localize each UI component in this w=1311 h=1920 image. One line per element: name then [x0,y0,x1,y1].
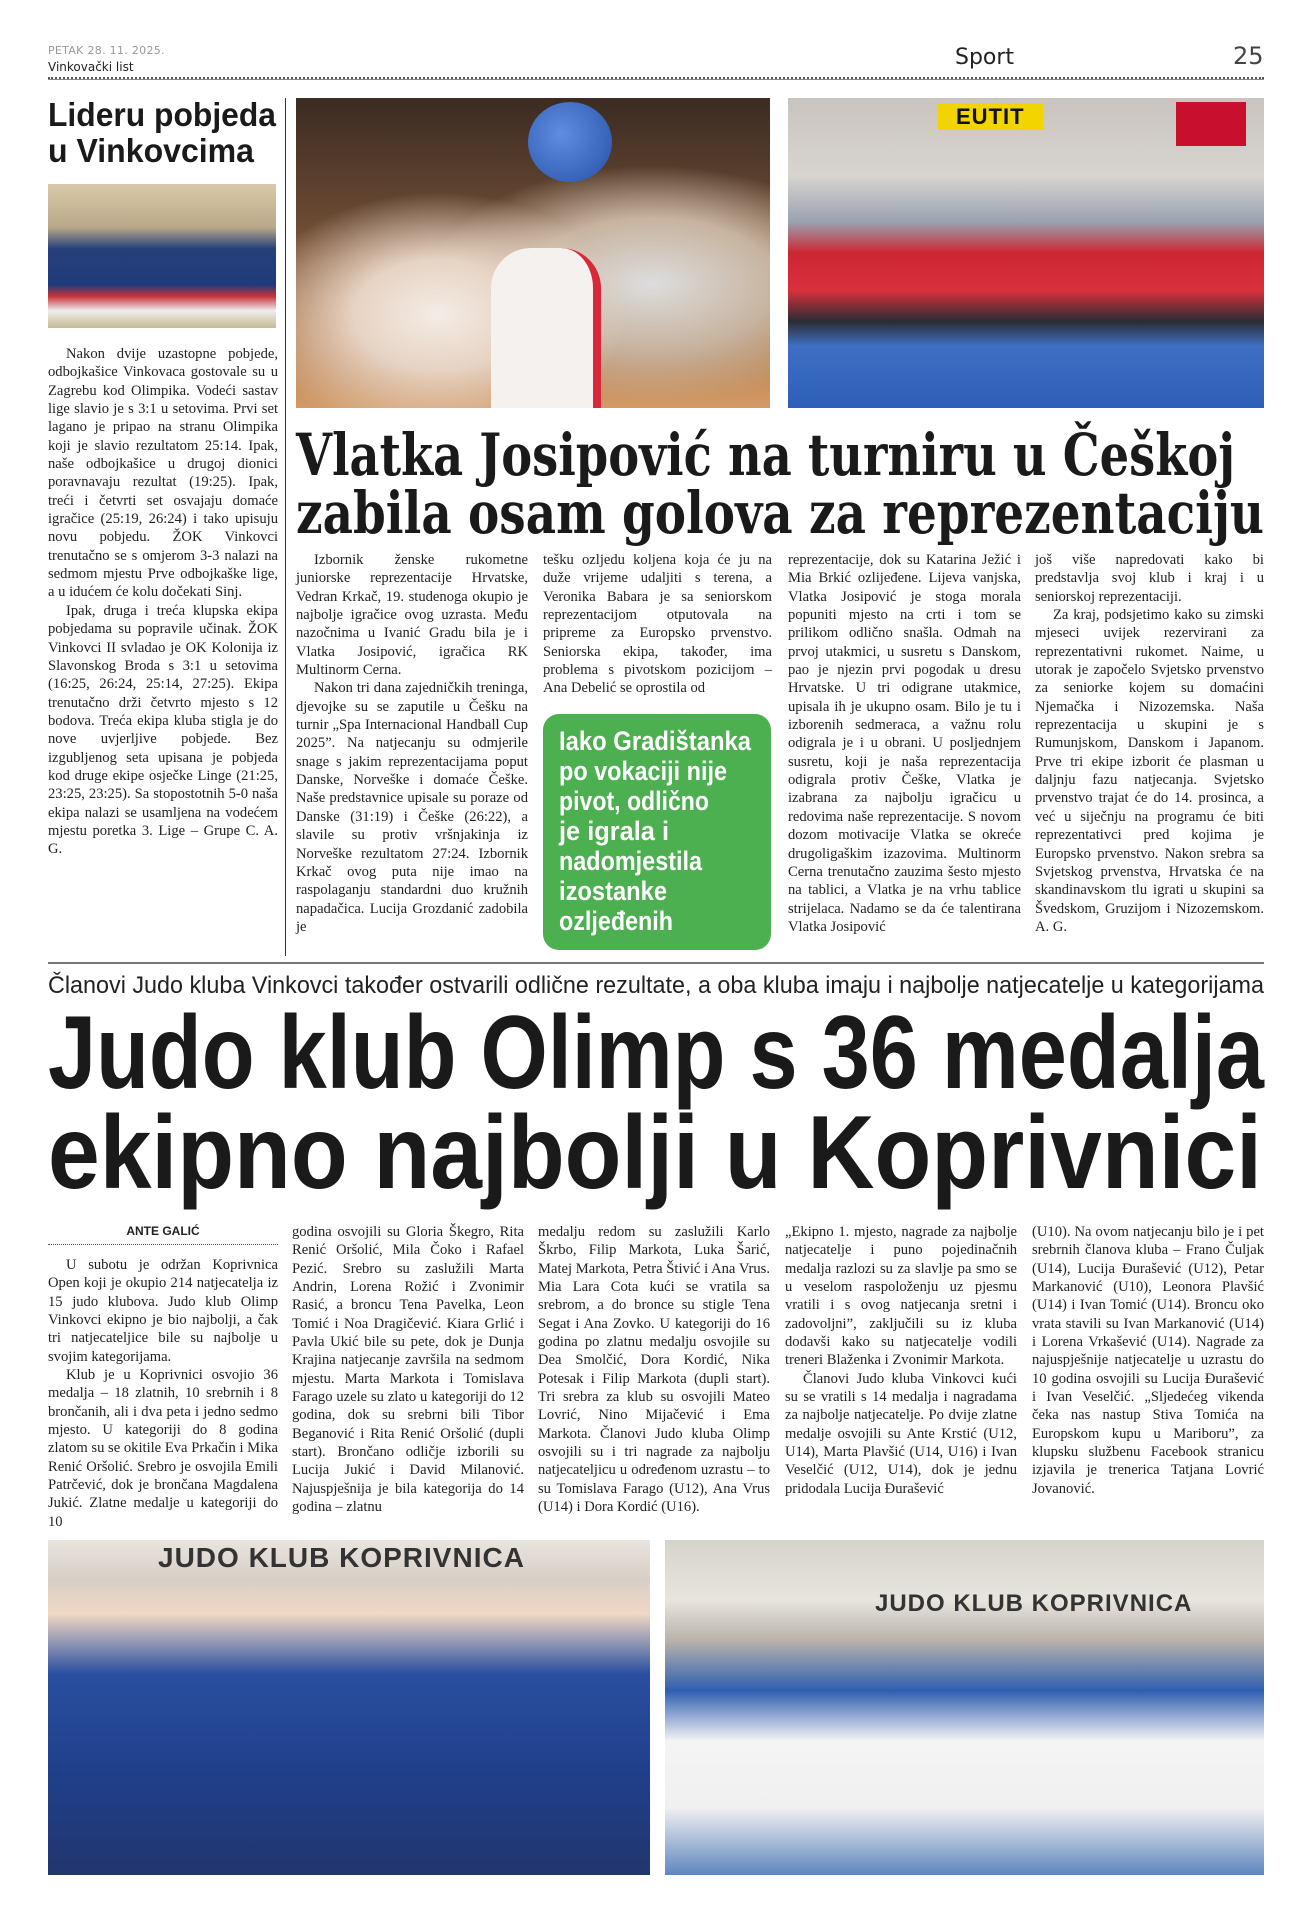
issue-date: PETAK 28. 11. 2025. [48,44,165,57]
judo-column-3 [538,1223,770,1528]
handball-column-4 [1035,551,1264,957]
paragraph: reprezentacije, dok su Katarina Ježić i Mia Brkić ozlijeđene. Lijeva vanjska, Vlatka Josipović je stoga morala popuniti mjesto na crti i tom se prilikom odlično snašla. Odmah na prvoj utakmici, u susretu s Danskom, pao je njezin prvi pogodak u dresu Hrvatske. U tri odigrane utakmice, upisala ih je ukupno osam. Bilo je tu i izborenih sedmeraca, a važnu rolu odigrala je i u obrani. U posljednjem susretu, koji je naša reprezentacija odigrala protiv Češke, Vlatka je izabrana za najbolju igračicu u redovima naše reprezentacije. S novom dozom motivacije Vlatka se okreće drugoligaškim izazovima. Multinorm Cerna trenutačno zauzima šesto mjesto na tablici, a Vlatka je na vrhu tablice strijelaca. Nadamo se da će talentirana Vlatka Josipović [788,552,1021,935]
photo-banner-text: JUDO KLUB KOPRIVNICA [158,1542,525,1573]
paragraph: još više napredovati kako bi predstavlja svoj klub i kraj i u seniorskoj reprezentaciji. [1035,552,1264,605]
section-divider [48,962,1264,964]
paragraph: (U10). Na ovom natjecanju bilo je i pet srebrnih članova kluba – Frano Čuljak (U14), Lucija Đurašević (U12), Petar Markanović (U10), Leonora Plavšić (U14) i Ivan Tomić (U14). Broncu oko vrata stavili su Ivan Markanović (U14) i Lorena Vrkašević (U14). Nagrade za najuspješnije natjecatelje u uzrastu do 10 godina osvojili su Lucija Đurašević i Ivan Veselčić. „Sljedećeg vikenda čeka nas nastup Stiva Tomića na Europskom kupu u Mariboru”, za klupsku službenu Facebook stranicu izjavila je trenerica Tatjana Lovrić Jovanović. [1032,1224,1264,1497]
pull-quote [543,714,771,950]
handball-team-photo [788,98,1264,408]
paragraph: godina osvojili su Gloria Škegro, Rita Renić Oršolić, Mila Čoko i Rafael Pezić. Srebro su zaslužili Marta Andrin, Lorena Rožić i Zvonimir Rasić, a broncu Tena Pavelka, Leon Tomić i Noa Dragičević. Kiara Grlić i Pavla Ukić bile su pete, dok je Dunja Krajina natjecanje završila na sedmom mjestu. Marta Markota i Tomislava Farago uzele su zlato u kategoriji do 12 godina, dok su srebrni bili Tibor Beganović i Rita Renić Oršolić (dupli start). Brončano odličje izborili su Lucija Jukić i David Milanović. Najuspješnija je bila kategorija do 14 godina – zlatnu [292,1224,524,1516]
pull-quote-box [543,714,771,950]
headline-line: ekipno najbolji u Koprivnici [48,1095,1262,1211]
paragraph: Za kraj, podsjetimo kako su zimski mjeseci uvijek rezervirani za reprezentativni rukomet. Naime, u utorak je započelo Svjetsko prvenstvo za seniorke kojem su domaćini Njemačka i Nizozemska. Naša reprezentacija u skupini je s Rumunjskom, Danskom i Japanom. Prve tri ekipe izborit će plasman u daljnju fazu natjecanja. Svjetsko prvenstvo trajat će do 14. prosinca, a već u siječnju na programu će biti reprezentativci pred kojima je Europsko prvenstvo. Nakon srebra sa Svjetskog prvenstva, Hrvatska će na skandinavskom tlu igrati u skupini sa Švedskom, Gruzijom i Nizozemskom. A. G. [1035,607,1264,935]
title-line: Lideru pobjeda [48,96,277,133]
flag [1176,102,1246,146]
judo-column-2 [292,1223,524,1528]
judo-kicker: Članovi Judo kluba Vinkovci također ostvarili odlične rezultate, a oba kluba imaju i najbolje natjecatelje u kategorijama [48,972,1298,999]
pull-quote-line: izostanke [559,876,667,906]
handball-player-photo [296,98,770,408]
handball-ball [528,102,612,182]
paragraph: „Ekipno 1. mjesto, nagrade za najbolje natjecatelje i puno pojedinačnih medalja razlozi su za slavlje pa smo se u veselom raspoloženju uz pjesmu vratili i s ovog natjecanja sretni i zadovoljni”, zaključili su iz kluba dodavši kako su natjecatelje vodili treneri Blaženka i Zvonimir Markota. [785,1224,1017,1369]
photo-banner-text: EUTIT [938,104,1043,130]
volleyball-article-body [48,345,278,957]
judo-column-1 [48,1256,278,1528]
judo-olimp-photo [48,1540,650,1875]
pull-quote-line: pivot, odlično [559,786,709,816]
header-rule [48,77,1264,80]
title-line: u Vinkovcima [48,132,255,169]
judo-column-5 [1032,1223,1264,1528]
judo-column-4 [785,1223,1017,1528]
handball-column-2 [543,551,772,701]
column-divider [285,98,286,956]
paragraph: Izbornik ženske rukometne juniorske reprezentacije Hrvatske, Vedran Krkač, 19. studenoga okupio je najbolje igračice ovog uzrasta. Među nazočnima u Ivanić Gradu bila je i Vlatka Josipović, igračica RK Multinorm Cerna. [296,552,528,679]
pull-quote-line: ozljeđenih [559,906,673,936]
newspaper-name: Vinkovački list [48,60,134,74]
judo-heading [48,966,1298,1212]
handball-headline [296,418,1266,548]
player-jersey [491,248,601,408]
paragraph: Ipak, druga i treća klupska ekipa pobjedama su popravile učinak. ŽOK Vinkovci II svladao je OK Kolonija iz Slavonskog Broda s 3:1 u setovima (16:25, 26:24, 25:14, 27:25). Ekipa trenutačno drži četvrto mjesto s 12 bodova. Treća ekipa kluba stigla je do nove uvjerljive pobjede. Bez izgubljenog seta upisana je pobjeda kod druge ekipe osječke Linge (21:25, 23:25, 23:25). Sa stopostotnih 5-0 naša ekipa nalazi se usamljena na vodećem mjestu poretka 3. Lige – Grupe C. A. G. [48,602,278,858]
pull-quote-line: je igrala i [558,816,669,846]
handball-column-1 [296,551,528,957]
paragraph: tešku ozljedu koljena koja će ju na duže vrijeme udaljiti s terena, a Veronika Babara je sa seniorskom reprezentacijom otputovala na pripreme za Europsko prvenstvo. Seniorska ekipa, također, ima problema s pivotskom pozicijom – Ana Debelić se oprostila od [543,552,772,697]
paragraph: Klub je u Koprivnici osvojio 36 medalja – 18 zlatnih, 10 srebrnih i 8 brončanih, ali i dva peta i jedno sedmo mjesto. U kategoriji do 8 godina zlatom su se okitile Eva Prkačin i Mika Renić Oršolić. Srebro je osvojila Emili Patrčević, dok je brončana Magdalena Jukić. Zlatne medalje u kategoriji do 10 [48,1367,278,1530]
judo-vinkovci-photo [665,1540,1264,1875]
volleyball-team-photo [48,184,276,328]
pull-quote-line: po vokaciji nije [559,756,727,786]
paragraph: U subotu je održan Koprivnica Open koji je okupio 214 natjecatelja iz 15 judo klubova. Judo klub Olimp Vinkovci ekipno je bio najbolji, a čak tri natjecateljice bile su najbolje u svojim kategorijama. [48,1257,278,1365]
paragraph: Članovi Judo kluba Vinkovci kući su se vratili s 14 medalja i nagradama za najbolje natjecatelje. Po dvije zlatne medalje osvojili su Ante Krstić (U12, U14), Marta Plavšić (U14, U16) i Ivan Veselčić (U12, U14), dok je jednu pridodala Lucija Đurašević [785,1370,1017,1497]
section-title: Sport [955,45,1015,70]
headline-line: Vlatka Josipović na turniru u Češkoj [295,421,1235,489]
photo-banner-text: JUDO KLUB KOPRIVNICA [875,1590,1193,1617]
handball-column-3 [788,551,1021,957]
pull-quote-line: Iako Gradištanka [559,726,752,756]
paragraph: Nakon dvije uzastopne pobjede, odbojkašice Vinkovaca gostovale su u Zagrebu kod Olimpika. Vodeći sastav lige slavio je s 3:1 u setovima. Prvi set lagano je pripao na stranu Olimpika koji je slavio rezultatom 25:14. Ipak, naše odbojkašice u drugoj dionici poravnavaju rezultat (19:25). Ipak, treći i četvrti set osvajaju domaće igračice (25:19, 26:24) i tako upisuju novu pobjedu. ŽOK Vinkovci trenutačno se s omjerom 3-3 nalazi na sedmom mjestu Prve odbojkaške lige, a u idućem će kolu dočekati Sinj. [48,346,278,601]
author-byline: ANTE GALIĆ [48,1224,278,1245]
headline-line: zabila osam golova za reprezentaciju [296,479,1264,547]
page-number: 25 [1233,42,1264,70]
headline-line: Judo klub Olimp s 36 medalja [48,995,1265,1111]
paragraph: Nakon tri dana zajedničkih treninga, djevojke su se zaputile u Češku na turnir „Spa Internacional Handball Cup 2025”. Na natjecanju su odmjerile snage s jakim reprezentacijama poput Danske, Norveške i domaće Češke. Naše predstavnice upisale su poraze od Danske (31:19) i Češke (26:22), a slavile su protiv vršnjakinja iz Norveške rezultatom 27:24. Izbornik Krkač ovog puta nije imao na raspolaganju standardni duo kružnih napadačica. Lucija Grozdanić zadobila je [296,680,528,935]
paragraph: medalju redom su zaslužili Karlo Škrbo, Filip Markota, Luka Šarić, Matej Markota, Petra Štivić i Ana Vrus. Mia Lara Cota kući se vratila sa srebrom, a do bronce su stigle Tena Segat i Ana Zovko. U kategoriji do 16 godina po zlatnu medalju osvojile su Dea Smolčić, Dora Kordić, Nika Potesak i Filip Markota (dupli start). Tri srebra za klub su osvojili Mateo Lovrić, Nino Mijačević i Ema Markota. Članovi Judo kluba Olimp osvojili su i tri nagrade za najbolju natjecateljicu u određenom uzrastu – to su Tomislava Farago (U12), Ana Vrus (U14) i Dora Kordić (U16). [538,1224,770,1516]
volleyball-title [48,96,280,168]
pull-quote-line: nadomjestila [559,846,703,876]
